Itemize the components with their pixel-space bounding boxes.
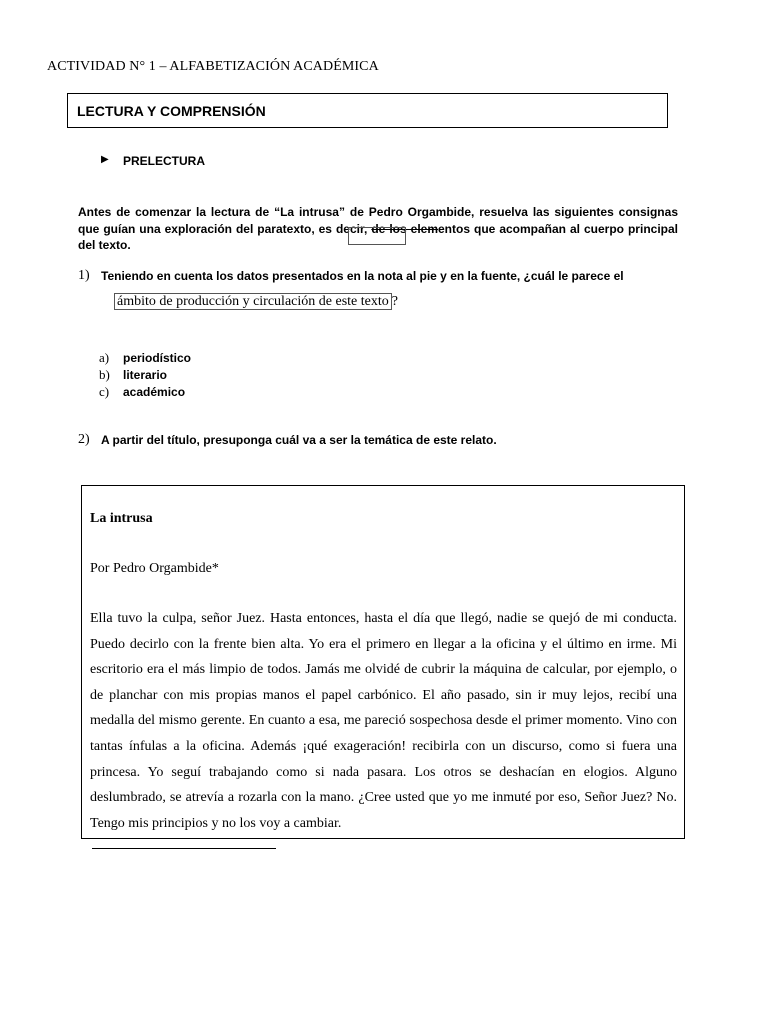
section-title: LECTURA Y COMPRENSIÓN bbox=[77, 103, 266, 119]
footnote-separator bbox=[92, 848, 276, 849]
intro-text-part2: entos que acompañan al cuerpo principal del texto. bbox=[78, 221, 678, 252]
triangle-bullet-icon: ▶ bbox=[101, 154, 109, 165]
prelectura-label: PRELECTURA bbox=[123, 154, 206, 168]
story-title: La intrusa bbox=[90, 511, 153, 526]
option-c-text: académico bbox=[123, 385, 186, 399]
reading-text-box bbox=[81, 485, 685, 839]
option-a-letter: a) bbox=[99, 350, 110, 365]
option-c-letter: c) bbox=[99, 384, 110, 399]
question-1-line2 bbox=[114, 294, 398, 310]
question-2-number: 2) bbox=[78, 432, 90, 447]
option-b-text: literario bbox=[123, 368, 168, 382]
question-1-number: 1) bbox=[78, 268, 90, 283]
question-1-text: Teniendo en cuenta los datos presentados en la nota al pie y en la fuente, ¿cuál le parece el bbox=[101, 269, 624, 283]
annotation-box bbox=[348, 227, 406, 245]
story-body: Ella tuvo la culpa, señor Juez. Hasta entonces, hasta el día que llegó, nadie se quejó de mi conducta. Puedo decirlo con la frente bien alta. Yo era el primero en llegar a la oficina y el último en irme. Mi escritorio era el más limpio de todos. Jamás me olvidé de cubrir la máquina de calcular, por ejemplo, o de planchar con mis propias manos el papel carbónico. El año pasado, sin ir muy lejos, recibí una medalla del mismo gerente. En cuanto a esa, me pareció sospechosa desde el primer momento. Vino con tantas ínfulas a la oficina. Además ¡qué exageración! recibirla con un discurso, como si fuera una princesa. Yo seguí trabajando como si nada pasara. Los otros se deshacían en elogios. Alguno deslumbrado, se atrevía a rozarla con la mano. ¿Cree usted que yo me inmuté por eso, Señor Juez? No. Tengo mis principios y no los voy a cambiar. bbox=[90, 611, 677, 831]
option-a-text: periodístico bbox=[123, 351, 192, 365]
question-1-end: ? bbox=[391, 294, 398, 309]
question-1-boxed-text: ámbito de producción y circulación de este texto bbox=[114, 293, 392, 310]
question-2-text: A partir del título, presuponga cuál va a ser la temática de este relato. bbox=[101, 433, 497, 447]
option-b-letter: b) bbox=[99, 367, 110, 382]
intro-strike-text: de los elem bbox=[371, 221, 438, 236]
document-header: ACTIVIDAD N° 1 – ALFABETIZACIÓN ACADÉMICA bbox=[47, 59, 379, 74]
story-author: Por Pedro Orgambide* bbox=[90, 561, 219, 576]
section-title-box bbox=[67, 93, 668, 128]
intro-text-part1: Antes de comenzar la lectura de “La intrusa” de Pedro Orgambide, resuelva las siguientes consignas que guían una exploración del paratexto, es decir, bbox=[78, 205, 678, 236]
